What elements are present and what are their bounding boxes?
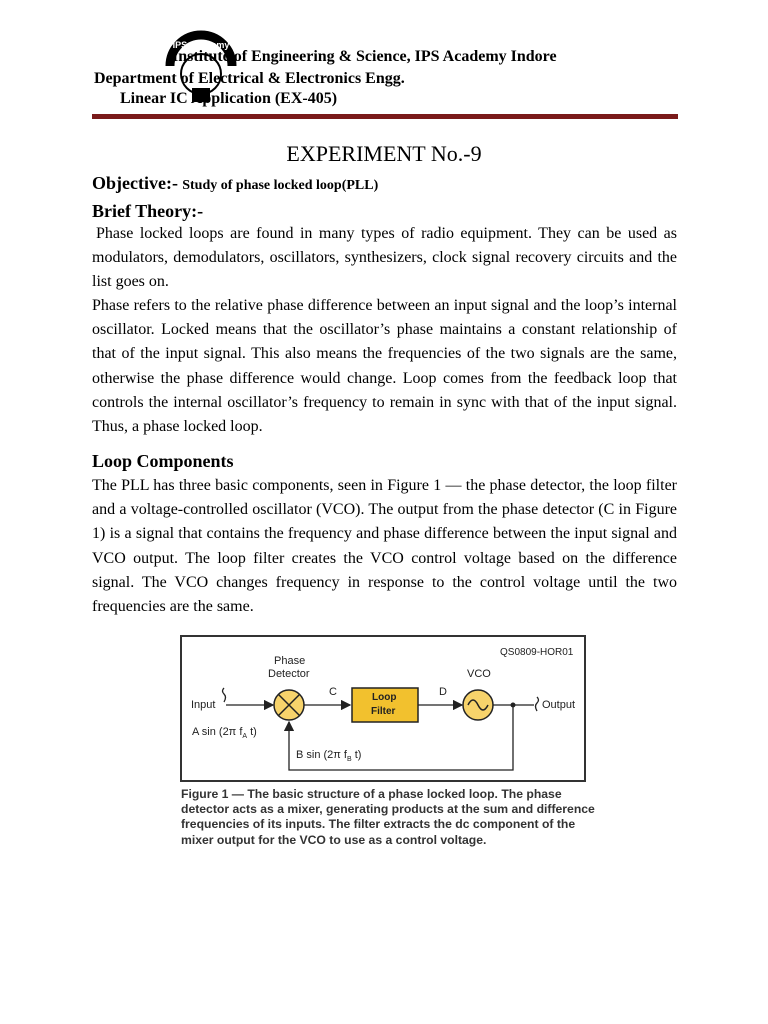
course-name: Linear IC Application (EX-405) — [120, 90, 338, 107]
input-label: Input — [191, 699, 216, 711]
theory-paragraph-1: Phase locked loops are found in many types of radio equipment. They can be used as modulators, demodulators, oscillators, synthesizers, clock signal recovery circuits and the list goes on. — [92, 225, 677, 291]
institute-name: Institute of Engineering & Science, IPS Academy Indore — [172, 48, 557, 65]
logo-text: IPS Academy — [172, 40, 230, 50]
pll-block-diagram — [180, 635, 586, 782]
d-label: D — [439, 686, 447, 698]
brief-theory-heading: Brief Theory:- — [92, 201, 204, 221]
phase-detector-label-line1: Phase — [274, 655, 306, 667]
input-squiggle — [223, 688, 226, 702]
experiment-title: EXPERIMENT No.-9 — [286, 141, 482, 166]
phase-detector-label-line2: Detector — [268, 668, 310, 680]
loop-filter-label-line1: Loop — [372, 692, 397, 703]
c-label: C — [329, 686, 337, 698]
objective-text: Study of phase locked loop(PLL) — [182, 178, 379, 193]
figure-caption: Figure 1 — The basic structure of a phase locked loop. The phase detector acts as a mixer, generating products at the sum and difference frequencies of its inputs. The filter extracts the dc component of the mixer output for the VCO to use as a control voltage. — [181, 787, 595, 847]
vco-label: VCO — [467, 668, 491, 680]
theory-paragraph-2: Phase refers to the relative phase difference between an input signal and the loop’s internal oscillator. Locked means that the oscillator’s phase maintains a constant relationship of that of the input signal. This also means the frequencies of the two signals are the same, otherwise the phase difference would change. Loop comes from the feedback loop that controls the internal oscillator’s frequency to remain in sync with that of the input signal. Thus, a phase locked loop. — [92, 297, 677, 436]
objective — [92, 173, 378, 194]
output-label: Output — [542, 699, 576, 711]
feedback-signal-label: B sin (2π $f_B$ t) — [296, 749, 362, 764]
loop-components-paragraph: The PLL has three basic components, seen in Figure 1 — the phase detector, the loop filter and a voltage-controlled oscillator (VCO). The output from the phase detector (C in Figure 1) is a signal that contains the frequency and phase difference between the input signal and VCO output. The loop filter creates the VCO control voltage based on the difference signal. The VCO changes frequency in response to the control voltage until the two frequencies are the same. — [92, 477, 677, 616]
figure-code: QS0809-HOR01 — [500, 647, 574, 658]
header-rule — [92, 114, 678, 119]
loop-filter-label-line2: Filter — [371, 706, 396, 717]
input-signal-label: A sin (2π $f_A$ t) — [192, 726, 257, 741]
objective-label: Objective:- — [92, 173, 178, 193]
output-squiggle — [536, 697, 539, 711]
loop-components-heading: Loop Components — [92, 451, 234, 471]
department-name: Department of Electrical & Electronics Engg. — [94, 70, 405, 87]
